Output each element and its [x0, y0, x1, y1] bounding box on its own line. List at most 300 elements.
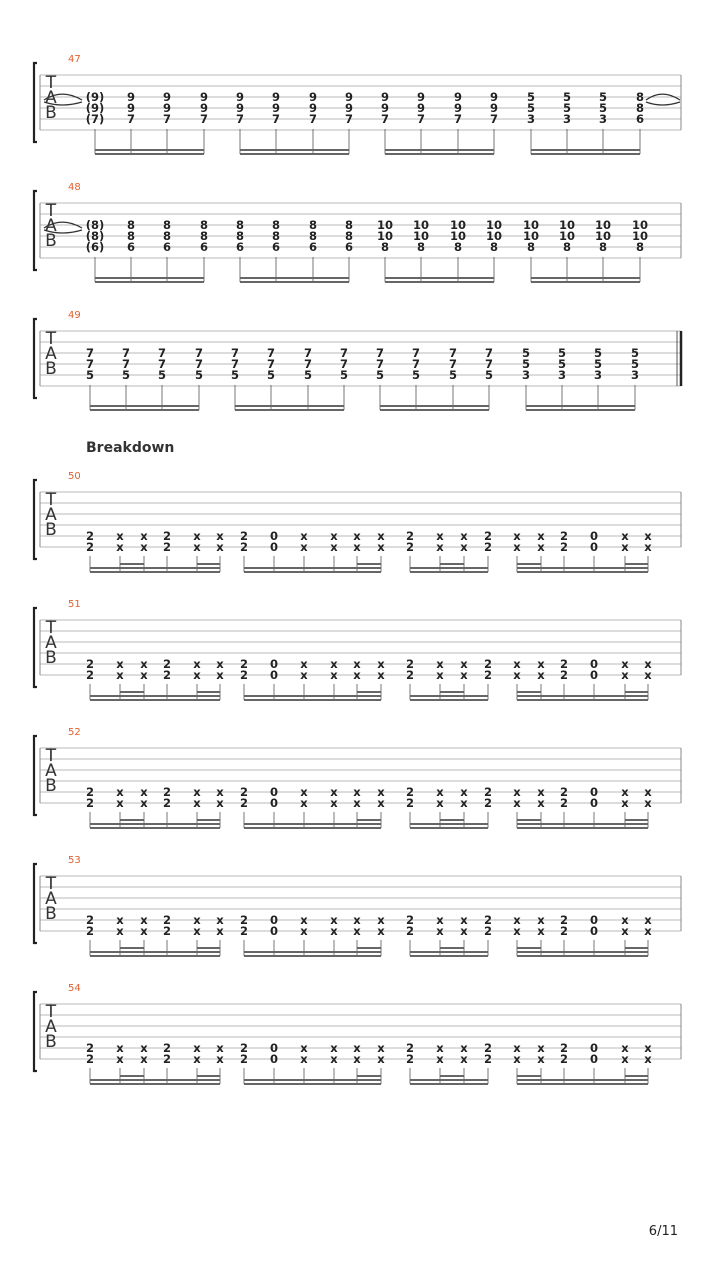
system-48-note: (8): [85, 229, 105, 243]
system-51-note-string6: x: [330, 668, 338, 682]
system-54-note-string6: x: [377, 1052, 385, 1066]
system-50-note-string6: 0: [269, 540, 279, 554]
system-51-note-string5: x: [621, 657, 629, 671]
system-48-note: 8: [453, 240, 463, 254]
system-53-note-string6: x: [300, 924, 308, 938]
system-48-note: 8: [308, 229, 318, 243]
system-48-note: 10: [558, 229, 576, 243]
system-47-note: 9: [308, 90, 318, 104]
system-50-note-string5: 2: [483, 529, 493, 543]
system-54-note-string5: 2: [483, 1041, 493, 1055]
system-49-note: 5: [85, 368, 95, 382]
system-52-note-string5: 0: [269, 785, 279, 799]
system-47-tab-clef-b: B: [45, 103, 57, 123]
system-54-note-string6: x: [460, 1052, 468, 1066]
system-54-note-string5: x: [216, 1041, 224, 1055]
system-51-note-string6: x: [353, 668, 361, 682]
system-53-note-string5: 0: [269, 913, 279, 927]
system-53-note-string6: x: [513, 924, 521, 938]
page-number: 6/11: [648, 1224, 678, 1239]
system-52-note-string5: x: [193, 785, 201, 799]
system-53-tab-clef-a: A: [45, 889, 57, 909]
system-53-note-string5: 2: [85, 913, 95, 927]
system-51-note-string5: 2: [239, 657, 249, 671]
system-51-note-string6: 2: [239, 668, 249, 682]
system-50-note-string5: 2: [559, 529, 569, 543]
system-51-note-string5: x: [140, 657, 148, 671]
system-52-note-string5: 2: [483, 785, 493, 799]
system-52-note-string5: x: [513, 785, 521, 799]
system-50-note-string6: 2: [162, 540, 172, 554]
system-48-note: 10: [631, 218, 649, 232]
system-48-note: 8: [598, 240, 608, 254]
system-52-note-string6: x: [330, 796, 338, 810]
system-49-note: 5: [411, 368, 421, 382]
system-49-tab-clef-a: A: [45, 344, 57, 364]
system-50-note-string5: 2: [162, 529, 172, 543]
system-49-note: 7: [157, 346, 167, 360]
system-53-note-string5: 2: [162, 913, 172, 927]
system-54-note-string5: x: [436, 1041, 444, 1055]
system-53-note-string5: x: [193, 913, 201, 927]
system-53-note-string5: 2: [239, 913, 249, 927]
system-50-note-string6: 2: [405, 540, 415, 554]
system-52-note-string5: x: [140, 785, 148, 799]
system-52-note-string6: x: [193, 796, 201, 810]
system-47-note: 9: [235, 90, 245, 104]
system-54-note-string5: x: [330, 1041, 338, 1055]
system-53-note-string5: x: [216, 913, 224, 927]
system-49-measure-number: 49: [68, 310, 81, 321]
system-52-note-string6: x: [460, 796, 468, 810]
system-47-note: 5: [526, 90, 536, 104]
system-50-note-string5: x: [300, 529, 308, 543]
system-48-note: 10: [412, 218, 430, 232]
system-48-note: 10: [449, 218, 467, 232]
system-48-note: 8: [199, 229, 209, 243]
system-48-note: 8: [380, 240, 390, 254]
system-54-note-string5: 2: [239, 1041, 249, 1055]
system-54-note-string5: 2: [559, 1041, 569, 1055]
system-54-note-string6: 2: [405, 1052, 415, 1066]
system-49-note: 7: [194, 346, 204, 360]
system-47-note: 7: [489, 112, 499, 126]
system-49-note: 5: [448, 368, 458, 382]
system-50-note-string6: x: [330, 540, 338, 554]
system-53-note-string5: x: [460, 913, 468, 927]
system-53-note-string5: x: [300, 913, 308, 927]
system-47-note: (9): [85, 90, 105, 104]
system-53-note-string6: 0: [269, 924, 279, 938]
system-47-note: 5: [562, 90, 572, 104]
system-48-note: 8: [271, 218, 281, 232]
system-49-note: 7: [303, 357, 313, 371]
system-54-system-bracket: [34, 992, 37, 1071]
system-50-note-string5: x: [513, 529, 521, 543]
system-51-note-string5: x: [216, 657, 224, 671]
system-53-note-string5: x: [513, 913, 521, 927]
system-53-note-string5: x: [621, 913, 629, 927]
system-54-note-string5: x: [621, 1041, 629, 1055]
system-54-note-string5: x: [537, 1041, 545, 1055]
system-53-note-string5: 0: [589, 913, 599, 927]
system-53-note-string6: x: [116, 924, 124, 938]
system-54-note-string6: 2: [162, 1052, 172, 1066]
system-47-note: 3: [598, 112, 608, 126]
system-50-note-string6: x: [116, 540, 124, 554]
system-49-note: 7: [411, 346, 421, 360]
system-52-note-string6: 2: [162, 796, 172, 810]
system-49-note: 5: [593, 357, 603, 371]
system-49-note: 5: [375, 368, 385, 382]
system-54-note-string6: 0: [269, 1052, 279, 1066]
system-53-note-string5: x: [537, 913, 545, 927]
system-47-note: 7: [126, 112, 136, 126]
system-48-note: 6: [199, 240, 209, 254]
system-48-note: 8: [235, 229, 245, 243]
system-50-tab-clef-t: T: [45, 490, 57, 510]
system-49-note: 7: [448, 346, 458, 360]
system-47-note: 9: [199, 101, 209, 115]
system-51-note-string6: x: [621, 668, 629, 682]
system-51-note-string6: x: [193, 668, 201, 682]
system-52-note-string5: x: [537, 785, 545, 799]
system-48-note: 10: [594, 218, 612, 232]
system-50-note-string6: x: [300, 540, 308, 554]
system-49-note: 5: [630, 357, 640, 371]
system-54-measure-number: 54: [68, 983, 81, 994]
system-48-note: 8: [126, 218, 136, 232]
system-47-note: 9: [162, 90, 172, 104]
system-50-measure-number: 50: [68, 471, 81, 482]
system-48-note: 10: [522, 218, 540, 232]
system-50-note-string6: 2: [483, 540, 493, 554]
system-52-note-string6: x: [513, 796, 521, 810]
system-50-note-string6: 2: [239, 540, 249, 554]
system-48-note: 8: [526, 240, 536, 254]
system-51-note-string5: x: [377, 657, 385, 671]
system-51-note-string5: x: [460, 657, 468, 671]
system-54-note-string5: x: [460, 1041, 468, 1055]
system-52-note-string6: x: [300, 796, 308, 810]
system-54-note-string5: x: [377, 1041, 385, 1055]
system-49-note: 5: [630, 346, 640, 360]
system-52-note-string6: x: [537, 796, 545, 810]
system-47-note: 9: [344, 90, 354, 104]
system-53-tab-clef-b: B: [45, 904, 57, 924]
system-54-note-string6: x: [216, 1052, 224, 1066]
system-54-note-string5: 2: [85, 1041, 95, 1055]
system-48-note: 8: [308, 218, 318, 232]
system-49-tab-clef-t: T: [45, 329, 57, 349]
system-53-note-string6: x: [644, 924, 652, 938]
system-47-note: 7: [162, 112, 172, 126]
system-54-note-string6: 2: [85, 1052, 95, 1066]
system-48-note: 8: [271, 229, 281, 243]
system-47-note: 7: [453, 112, 463, 126]
system-53-note-string5: x: [140, 913, 148, 927]
system-48-note: 8: [126, 229, 136, 243]
system-49-note: 5: [557, 346, 567, 360]
system-52-note-string5: x: [377, 785, 385, 799]
system-48-note: 8: [344, 229, 354, 243]
system-54-note-string5: x: [116, 1041, 124, 1055]
system-53-note-string6: 2: [85, 924, 95, 938]
system-50-note-string6: x: [140, 540, 148, 554]
system-51-note-string5: x: [300, 657, 308, 671]
system-54-note-string5: 2: [405, 1041, 415, 1055]
system-48-note: 8: [416, 240, 426, 254]
system-48-note: 10: [594, 229, 612, 243]
system-52-note-string5: 2: [162, 785, 172, 799]
system-54-note-string6: 2: [559, 1052, 569, 1066]
system-48-note: 10: [412, 229, 430, 243]
system-51-note-string5: 2: [483, 657, 493, 671]
system-48-note: 10: [376, 218, 394, 232]
system-50-system-bracket: [34, 480, 37, 559]
system-47-note: 7: [271, 112, 281, 126]
system-52-note-string5: x: [460, 785, 468, 799]
system-49-note: 7: [266, 346, 276, 360]
system-48-note: 6: [235, 240, 245, 254]
system-54-note-string6: 2: [483, 1052, 493, 1066]
system-50-note-string5: x: [537, 529, 545, 543]
system-49-note: 7: [339, 346, 349, 360]
system-49-note: 7: [266, 357, 276, 371]
system-51-note-string5: x: [193, 657, 201, 671]
system-51-tab-clef-b: B: [45, 648, 57, 668]
system-51-note-string5: 0: [269, 657, 279, 671]
system-51-note-string5: x: [436, 657, 444, 671]
system-49-note: 7: [303, 346, 313, 360]
system-54-note-string6: x: [621, 1052, 629, 1066]
system-53-note-string6: 2: [559, 924, 569, 938]
system-49-note: 5: [121, 368, 131, 382]
system-47-note: 9: [271, 90, 281, 104]
system-49-note: 3: [557, 368, 567, 382]
system-50-note-string5: x: [330, 529, 338, 543]
system-50-note-string6: 0: [589, 540, 599, 554]
system-53-note-string6: x: [193, 924, 201, 938]
system-47-note: 7: [380, 112, 390, 126]
system-53-measure-number: 53: [68, 855, 81, 866]
system-47-note: 5: [562, 101, 572, 115]
system-48-note: 8: [162, 218, 172, 232]
system-52-note-string6: 2: [405, 796, 415, 810]
system-52-measure-number: 52: [68, 727, 81, 738]
system-47-note: 9: [380, 101, 390, 115]
system-47-note: 7: [199, 112, 209, 126]
system-52-note-string5: 0: [589, 785, 599, 799]
system-51-note-string5: 2: [162, 657, 172, 671]
system-48-note: 8: [162, 229, 172, 243]
system-51-note-string6: x: [436, 668, 444, 682]
system-52-note-string5: x: [436, 785, 444, 799]
system-47-tab-clef-t: T: [45, 73, 57, 93]
system-49-note: 5: [593, 346, 603, 360]
system-50-note-string5: x: [621, 529, 629, 543]
system-54-note-string5: x: [193, 1041, 201, 1055]
system-53-note-string6: x: [436, 924, 444, 938]
system-54-note-string6: x: [644, 1052, 652, 1066]
system-49-note: 5: [157, 368, 167, 382]
system-47-note: 7: [308, 112, 318, 126]
system-52-note-string6: x: [140, 796, 148, 810]
system-54-note-string5: 0: [589, 1041, 599, 1055]
system-54-note-string6: x: [300, 1052, 308, 1066]
system-52-note-string6: x: [436, 796, 444, 810]
system-50-note-string6: 2: [85, 540, 95, 554]
system-53-note-string6: 0: [589, 924, 599, 938]
system-51-tab-clef-t: T: [45, 618, 57, 638]
system-52-note-string6: x: [644, 796, 652, 810]
system-49-note: 7: [230, 357, 240, 371]
system-51-note-string6: x: [513, 668, 521, 682]
system-52-note-string6: x: [116, 796, 124, 810]
system-47-note: 5: [526, 101, 536, 115]
system-54-note-string6: x: [193, 1052, 201, 1066]
system-49-note: 5: [484, 368, 494, 382]
system-52-note-string5: 2: [559, 785, 569, 799]
system-49-note: 7: [339, 357, 349, 371]
system-50-note-string5: 0: [269, 529, 279, 543]
system-48-note: 10: [485, 229, 503, 243]
system-52-note-string5: x: [644, 785, 652, 799]
system-47-note: 7: [416, 112, 426, 126]
system-47-note: 9: [380, 90, 390, 104]
system-49-note: 7: [484, 357, 494, 371]
system-49-note: 7: [411, 357, 421, 371]
system-47-note: (7): [85, 112, 105, 126]
system-49-tab-clef-b: B: [45, 359, 57, 379]
system-48-note: (8): [85, 218, 105, 232]
system-50-note-string5: x: [436, 529, 444, 543]
system-50-note-string6: x: [513, 540, 521, 554]
system-49-note: 5: [339, 368, 349, 382]
system-51-note-string6: x: [537, 668, 545, 682]
system-47-note: 9: [344, 101, 354, 115]
system-53-note-string6: 2: [483, 924, 493, 938]
system-50-note-string6: x: [460, 540, 468, 554]
system-50-note-string6: x: [644, 540, 652, 554]
system-53-system-bracket: [34, 864, 37, 943]
system-49-note: 7: [375, 357, 385, 371]
system-51-note-string5: x: [353, 657, 361, 671]
system-47-note: 8: [635, 101, 645, 115]
system-52-note-string6: 2: [483, 796, 493, 810]
system-48-note: 10: [631, 229, 649, 243]
system-50-note-string6: x: [537, 540, 545, 554]
system-53-note-string6: x: [330, 924, 338, 938]
system-52-note-string6: 0: [589, 796, 599, 810]
system-49-note: 7: [375, 346, 385, 360]
system-48-tab-clef-b: B: [45, 231, 57, 251]
system-53-note-string6: x: [621, 924, 629, 938]
system-47-note: 7: [344, 112, 354, 126]
system-48-note: 8: [344, 218, 354, 232]
system-52-note-string5: x: [216, 785, 224, 799]
system-47-note: 7: [235, 112, 245, 126]
system-52-note-string6: 2: [559, 796, 569, 810]
system-51-note-string5: 2: [405, 657, 415, 671]
system-51-note-string6: 2: [85, 668, 95, 682]
system-48-system-bracket: [34, 191, 37, 270]
system-52-tab-clef-b: B: [45, 776, 57, 796]
system-47-note: 9: [489, 101, 499, 115]
system-49-note: 5: [521, 357, 531, 371]
system-51-note-string6: 0: [589, 668, 599, 682]
system-53-note-string6: x: [537, 924, 545, 938]
system-52-note-string5: x: [330, 785, 338, 799]
system-47-note: 9: [271, 101, 281, 115]
system-54-note-string6: x: [116, 1052, 124, 1066]
system-47-note: 9: [416, 90, 426, 104]
system-53-note-string6: 2: [162, 924, 172, 938]
system-50-note-string5: x: [644, 529, 652, 543]
system-48-note: 8: [562, 240, 572, 254]
system-48-note: 6: [344, 240, 354, 254]
system-50-note-string5: x: [193, 529, 201, 543]
system-51-note-string5: x: [644, 657, 652, 671]
system-47-note: 9: [453, 90, 463, 104]
system-48-note: 6: [162, 240, 172, 254]
system-54-note-string6: x: [353, 1052, 361, 1066]
system-48-note: 8: [235, 218, 245, 232]
system-52-note-string6: 2: [239, 796, 249, 810]
system-48-tab-clef-t: T: [45, 201, 57, 221]
system-50-note-string6: x: [216, 540, 224, 554]
system-54-note-string5: 2: [162, 1041, 172, 1055]
system-49-note: 5: [557, 357, 567, 371]
system-50-note-string6: x: [353, 540, 361, 554]
system-49-note: 7: [157, 357, 167, 371]
system-52-note-string5: 2: [85, 785, 95, 799]
system-50-note-string6: 2: [559, 540, 569, 554]
system-50-note-string5: x: [377, 529, 385, 543]
system-53-note-string5: x: [353, 913, 361, 927]
system-51-tab-clef-a: A: [45, 633, 57, 653]
system-52-system-bracket: [34, 736, 37, 815]
system-47-note: 9: [126, 101, 136, 115]
system-47-tab-clef-a: A: [45, 88, 57, 108]
system-52-note-string6: x: [216, 796, 224, 810]
system-53-note-string5: x: [116, 913, 124, 927]
system-54-note-string6: x: [537, 1052, 545, 1066]
system-51-note-string5: x: [513, 657, 521, 671]
system-54-note-string5: x: [300, 1041, 308, 1055]
system-47-note: 9: [489, 90, 499, 104]
system-51-note-string5: 2: [559, 657, 569, 671]
system-49-note: 5: [303, 368, 313, 382]
system-50-note-string5: x: [216, 529, 224, 543]
system-51-note-string5: x: [116, 657, 124, 671]
system-47-note: 8: [635, 90, 645, 104]
system-48-note: 8: [199, 218, 209, 232]
system-47-note: 5: [598, 101, 608, 115]
system-52-note-string6: 0: [269, 796, 279, 810]
system-50-tab-clef-b: B: [45, 520, 57, 540]
system-53-note-string5: 2: [559, 913, 569, 927]
system-53-note-string6: x: [460, 924, 468, 938]
system-54-tab-clef-b: B: [45, 1032, 57, 1052]
system-49-system-bracket: [34, 319, 37, 398]
system-52-note-string5: 2: [239, 785, 249, 799]
system-51-note-string6: x: [140, 668, 148, 682]
system-49-note: 7: [121, 346, 131, 360]
system-50-note-string5: x: [116, 529, 124, 543]
system-50-note-string5: 0: [589, 529, 599, 543]
system-48-note: 6: [308, 240, 318, 254]
